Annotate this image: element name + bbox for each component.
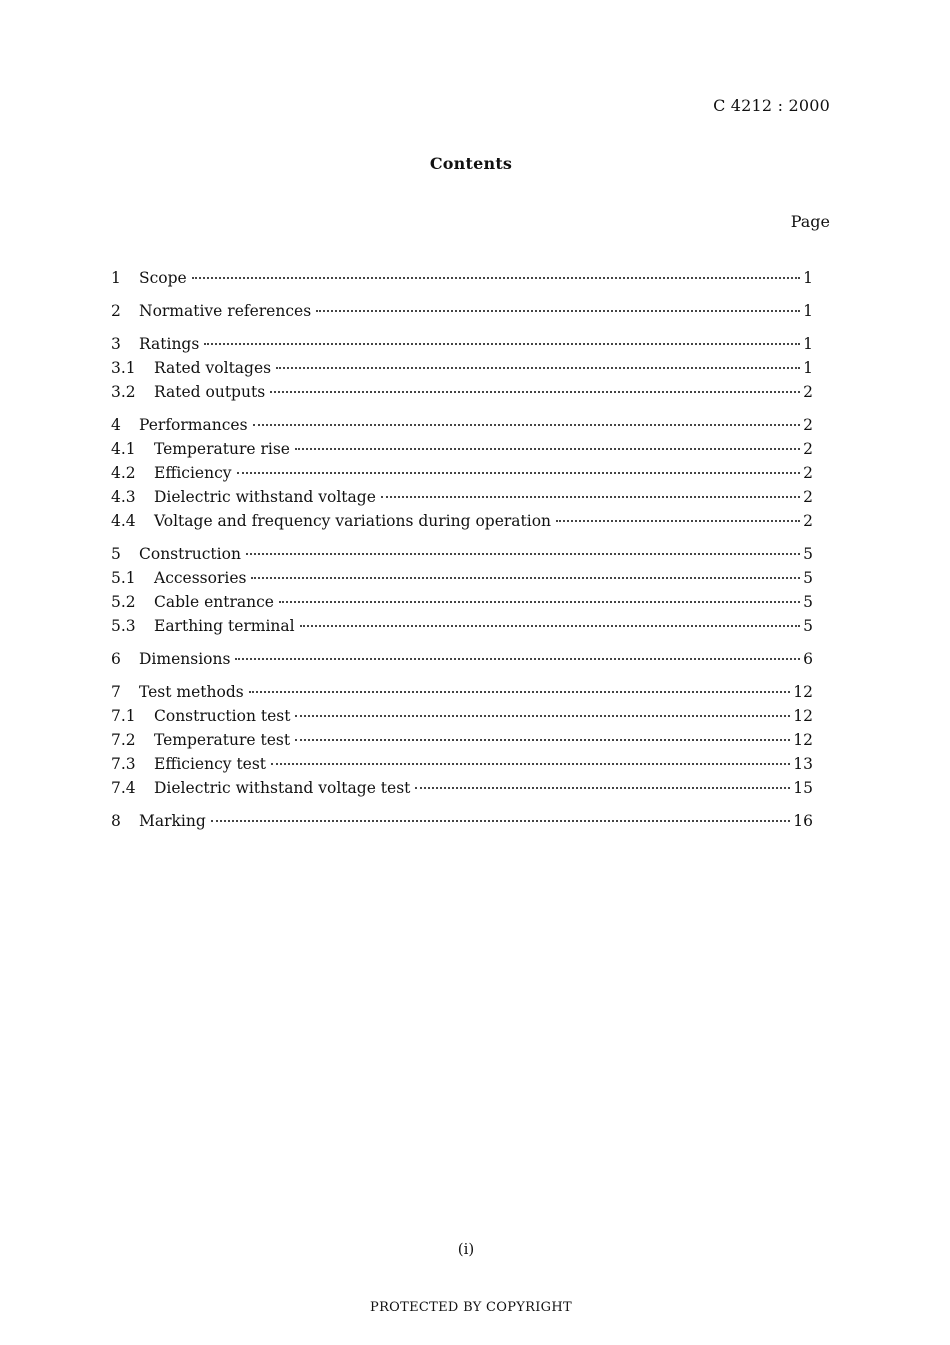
toc-dot-leader	[381, 496, 800, 498]
toc-entry-title: Efficiency	[154, 464, 232, 482]
toc-dot-leader	[270, 391, 800, 393]
contents-title: Contents	[429, 154, 513, 173]
toc-subsection-entry[interactable]	[111, 356, 813, 380]
toc-entry-number: 4	[111, 416, 121, 434]
toc-dot-leader	[211, 820, 790, 822]
toc-subsection-entry[interactable]	[111, 509, 813, 533]
toc-group	[111, 299, 813, 323]
toc-entry-title: Rated outputs	[154, 383, 266, 401]
toc-entry-page: 1	[803, 302, 813, 320]
toc-entry-page: 16	[793, 812, 813, 830]
toc-entry-title: Normative references	[139, 302, 312, 320]
toc-group	[111, 542, 813, 638]
toc-section-entry[interactable]	[111, 542, 813, 566]
toc-entry-number: 5.2	[111, 593, 136, 611]
toc-entry-number: 7.4	[111, 779, 136, 797]
toc-entry-title: Earthing terminal	[154, 617, 295, 635]
toc-entry-page: 13	[793, 755, 813, 773]
toc-entry-page: 1	[803, 269, 813, 287]
toc-entry-title: Temperature test	[154, 731, 291, 749]
toc-dot-leader	[316, 310, 800, 312]
toc-entry-title: Dielectric withstand voltage test	[154, 779, 411, 797]
toc-entry-title: Rated voltages	[154, 359, 272, 377]
toc-entry-number: 3.2	[111, 383, 136, 401]
toc-dot-leader	[249, 691, 791, 693]
toc-entry-page: 2	[803, 464, 813, 482]
toc-entry-number: 5.3	[111, 617, 136, 635]
toc-entry-title: Ratings	[139, 335, 200, 353]
toc-entry-page: 2	[803, 512, 813, 530]
toc-entry-page: 1	[803, 335, 813, 353]
toc-entry-title: Marking	[139, 812, 206, 830]
toc-section-entry[interactable]	[111, 647, 813, 671]
toc-entry-page: 12	[793, 707, 813, 725]
toc-entry-page: 5	[803, 617, 813, 635]
toc-group	[111, 680, 813, 800]
toc-entry-number: 7	[111, 683, 121, 701]
toc-entry-page: 5	[803, 593, 813, 611]
toc-entry-number: 2	[111, 302, 121, 320]
toc-entry-number: 3	[111, 335, 121, 353]
toc-section-entry[interactable]	[111, 332, 813, 356]
toc-entry-page: 15	[793, 779, 813, 797]
toc-subsection-entry[interactable]	[111, 461, 813, 485]
copyright-notice: PROTECTED BY COPYRIGHT	[370, 1300, 572, 1315]
page-column-label: Page	[790, 212, 830, 231]
toc-entry-number: 4.3	[111, 488, 136, 506]
toc-entry-number: 7.2	[111, 731, 136, 749]
toc-dot-leader	[279, 601, 800, 603]
toc-group	[111, 647, 813, 671]
toc-dot-leader	[204, 343, 800, 345]
toc-group	[111, 332, 813, 404]
toc-dot-leader	[237, 472, 801, 474]
toc-dot-leader	[295, 715, 790, 717]
toc-entry-title: Performances	[139, 416, 248, 434]
toc-section-entry[interactable]	[111, 266, 813, 290]
toc-entry-title: Efficiency test	[154, 755, 267, 773]
document-id: C 4212 : 2000	[713, 96, 830, 115]
toc-entry-page: 6	[803, 650, 813, 668]
toc-subsection-entry[interactable]	[111, 485, 813, 509]
toc-entry-number: 7.3	[111, 755, 136, 773]
toc-dot-leader	[251, 577, 800, 579]
toc-entry-title: Construction	[139, 545, 241, 563]
toc-section-entry[interactable]	[111, 809, 813, 833]
toc-section-entry[interactable]	[111, 299, 813, 323]
toc-subsection-entry[interactable]	[111, 437, 813, 461]
toc-entry-number: 7.1	[111, 707, 136, 725]
toc-entry-page: 2	[803, 440, 813, 458]
toc-subsection-entry[interactable]	[111, 704, 813, 728]
toc-subsection-entry[interactable]	[111, 752, 813, 776]
toc-dot-leader	[295, 448, 800, 450]
toc-entry-title: Scope	[139, 269, 187, 287]
toc-entry-page: 2	[803, 416, 813, 434]
toc-entry-page: 1	[803, 359, 813, 377]
toc-dot-leader	[300, 625, 801, 627]
toc-entry-number: 3.1	[111, 359, 136, 377]
toc-entry-number: 4.1	[111, 440, 136, 458]
toc-subsection-entry[interactable]	[111, 380, 813, 404]
toc-entry-title: Temperature rise	[154, 440, 290, 458]
toc-dot-leader	[253, 424, 801, 426]
toc-entry-title: Cable entrance	[154, 593, 274, 611]
toc-entry-page: 5	[803, 545, 813, 563]
toc-dot-leader	[271, 763, 790, 765]
toc-entry-number: 4.4	[111, 512, 136, 530]
toc-entry-page: 2	[803, 488, 813, 506]
toc-entry-number: 6	[111, 650, 121, 668]
toc-entry-page: 2	[803, 383, 813, 401]
toc-entry-number: 1	[111, 269, 121, 287]
table-of-contents	[111, 266, 813, 842]
toc-entry-page: 12	[793, 683, 813, 701]
toc-section-entry[interactable]	[111, 680, 813, 704]
toc-entry-number: 5	[111, 545, 121, 563]
toc-dot-leader	[276, 367, 800, 369]
toc-subsection-entry[interactable]	[111, 590, 813, 614]
toc-entry-title: Construction test	[154, 707, 291, 725]
toc-subsection-entry[interactable]	[111, 776, 813, 800]
toc-subsection-entry[interactable]	[111, 728, 813, 752]
toc-entry-page: 12	[793, 731, 813, 749]
toc-entry-number: 5.1	[111, 569, 136, 587]
toc-dot-leader	[235, 658, 800, 660]
toc-group	[111, 266, 813, 290]
toc-dot-leader	[246, 553, 800, 555]
toc-entry-title: Voltage and frequency variations during operation	[154, 512, 552, 530]
toc-entry-title: Dielectric withstand voltage	[154, 488, 376, 506]
toc-section-entry[interactable]	[111, 413, 813, 437]
toc-group	[111, 413, 813, 533]
toc-group	[111, 809, 813, 833]
toc-subsection-entry[interactable]	[111, 566, 813, 590]
toc-entry-title: Test methods	[139, 683, 244, 701]
toc-entry-page: 5	[803, 569, 813, 587]
toc-entry-number: 8	[111, 812, 121, 830]
toc-dot-leader	[295, 739, 790, 741]
toc-entry-title: Dimensions	[139, 650, 231, 668]
toc-dot-leader	[415, 787, 790, 789]
toc-subsection-entry[interactable]	[111, 614, 813, 638]
toc-dot-leader	[192, 277, 800, 279]
toc-dot-leader	[556, 520, 800, 522]
page-number: (i)	[457, 1240, 475, 1258]
toc-entry-title: Accessories	[154, 569, 247, 587]
toc-entry-number: 4.2	[111, 464, 136, 482]
